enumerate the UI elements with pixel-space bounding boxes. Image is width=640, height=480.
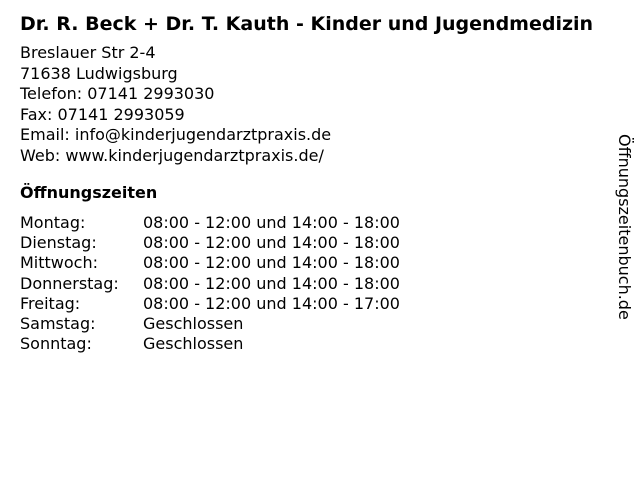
page-title: Dr. R. Beck + Dr. T. Kauth - Kinder und Jugendmedizin xyxy=(20,13,594,35)
address-city: 71638 Ludwigsburg xyxy=(20,63,178,83)
address-fax: Fax: 07141 2993059 xyxy=(20,104,185,124)
hours-time: 08:00 - 12:00 und 14:00 - 18:00 xyxy=(143,273,400,293)
hours-day: Dienstag: xyxy=(20,233,97,253)
address-phone: Telefon: 07141 2993030 xyxy=(20,84,215,104)
hours-day: Freitag: xyxy=(20,293,81,313)
hours-day: Donnerstag: xyxy=(20,273,119,293)
hours-time: Geschlossen xyxy=(143,313,244,333)
hours-time: 08:00 - 12:00 und 14:00 - 17:00 xyxy=(143,293,400,313)
address-street: Breslauer Str 2-4 xyxy=(20,43,156,62)
hours-day: Montag: xyxy=(20,213,86,232)
site-watermark-label: Öffnungszeitenbuch.de xyxy=(615,134,634,320)
hours-time: 08:00 - 12:00 und 14:00 - 18:00 xyxy=(143,253,400,273)
hours-time: 08:00 - 12:00 und 14:00 - 18:00 xyxy=(143,233,400,253)
hours-day: Samstag: xyxy=(20,313,96,333)
hours-day: Mittwoch: xyxy=(20,253,98,273)
address-block xyxy=(20,43,331,167)
address-web: Web: www.kinderjugendarztpraxis.de/ xyxy=(20,145,324,165)
hours-time: 08:00 - 12:00 und 14:00 - 18:00 xyxy=(143,213,400,232)
opening-hours-heading: Öffnungszeiten xyxy=(20,183,158,202)
hours-day: Sonntag: xyxy=(20,334,92,354)
address-email: Email: info@kinderjugendarztpraxis.de xyxy=(20,125,332,145)
hours-time: Geschlossen xyxy=(143,334,244,354)
